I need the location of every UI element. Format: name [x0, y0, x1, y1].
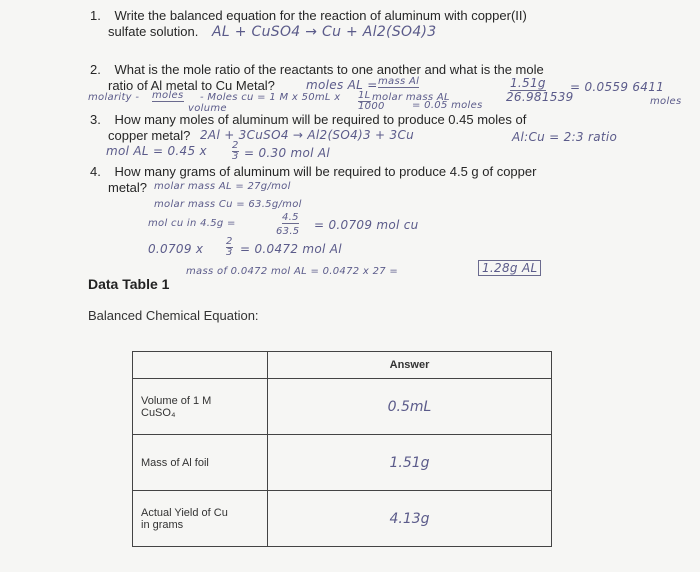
- q2-moles-cu: - Moles cu = 1 M x 50mL x: [200, 92, 341, 103]
- q4-line4-num: 2: [226, 236, 233, 247]
- q4-line3a: mol cu in 4.5g =: [148, 218, 236, 229]
- table-header-answer: Answer: [268, 352, 552, 379]
- q2-moles-al: moles AL =: [306, 78, 378, 92]
- table-row: [133, 435, 552, 491]
- row-label-yield-cu: [133, 491, 268, 547]
- q3-equation: 2Al + 3CuSO4 → Al2(SO4)3 + 3Cu: [200, 128, 415, 142]
- q4-line4a: 0.0709 x: [148, 242, 204, 256]
- row-answer-volume[interactable]: [268, 379, 552, 435]
- q2-molarity-label: molarity -: [88, 92, 140, 103]
- row-answer-mass-al[interactable]: [268, 435, 552, 491]
- question-4-line2: metal?: [108, 180, 148, 195]
- q3-ratio: Al:Cu = 2:3 ratio: [512, 130, 618, 144]
- question-1: [90, 8, 527, 23]
- table-header-empty: [133, 352, 268, 379]
- row-label-line2: in grams: [141, 518, 184, 531]
- question-1-line1: Write the balanced equation for the reaction of aluminum with copper(II): [114, 8, 527, 23]
- question-3: [90, 112, 526, 127]
- row-label-line1: Volume of 1 M: [141, 394, 212, 407]
- q4-line5: mass of 0.0472 mol AL = 0.0472 x 27 =: [186, 266, 399, 277]
- q2-frac-den: 1000: [358, 101, 385, 112]
- q4-line2: molar mass Cu = 63.5g/mol: [154, 199, 302, 210]
- row-label-volume: [133, 379, 268, 435]
- question-2-line2: ratio of Al metal to Cu Metal?: [108, 78, 275, 93]
- q2-mass-frac-num: mass Al: [378, 76, 420, 87]
- q2-molarity-frac-num: moles: [152, 90, 184, 101]
- question-3-line1: How many moles of aluminum will be required to produce 0.45 moles of: [114, 112, 527, 127]
- question-2-line1: What is the mole ratio of the reactants to one another and what is the mole: [114, 62, 544, 77]
- table-header-row: [133, 352, 552, 379]
- q2-eq-num: 1.51g: [510, 76, 546, 90]
- q4-line1: molar mass AL = 27g/mol: [154, 181, 291, 192]
- q2-eq-den: 26.981539: [506, 90, 574, 104]
- question-4-line1: How many grams of aluminum will be required to produce 4.5 g of copper: [114, 164, 537, 179]
- q1-equation-handwriting: AL + CuSO4 → Cu + Al2(SO4)3: [212, 24, 437, 40]
- answer-handwriting: 1.51g: [389, 454, 430, 471]
- q2-result: = 0.0559 6411: [570, 80, 665, 94]
- q4-line3-den: 63.5: [276, 226, 300, 237]
- question-2-number: 2.: [90, 62, 101, 77]
- q4-line3-num: 4.5: [282, 212, 299, 223]
- row-answer-yield-cu[interactable]: [268, 491, 552, 547]
- table-row: [133, 379, 552, 435]
- balanced-equation-label: Balanced Chemical Equation:: [88, 308, 259, 323]
- data-table: [132, 351, 552, 547]
- q2-frac-num: 1L: [358, 90, 371, 101]
- q2-molarity-frac-den: volume: [188, 103, 227, 114]
- table-row: [133, 491, 552, 547]
- row-label-line2: CuSO₄: [141, 406, 176, 419]
- question-4: [90, 164, 536, 179]
- q2-moles-unit: moles: [650, 96, 682, 107]
- q4-line3-result: = 0.0709 mol cu: [314, 218, 419, 232]
- row-label-mass-al: [133, 435, 268, 491]
- question-1-line2: sulfate solution.: [108, 24, 199, 39]
- question-1-number: 1.: [90, 8, 101, 23]
- q4-line4-result: = 0.0472 mol Al: [240, 242, 342, 256]
- question-3-line2: copper metal?: [108, 128, 191, 143]
- answer-handwriting: 4.13g: [389, 510, 430, 527]
- question-3-number: 3.: [90, 112, 101, 127]
- answer-handwriting: 0.5mL: [387, 398, 432, 415]
- q2-moles-cu-result: = 0.05 moles: [412, 100, 483, 111]
- q3-mol-al: mol AL = 0.45 x: [106, 144, 207, 158]
- row-label-line1: Actual Yield of Cu: [141, 506, 228, 519]
- q4-line4-den: 3: [226, 247, 233, 258]
- row-label-line1: Mass of Al foil: [141, 456, 209, 469]
- q3-frac-den: 3: [232, 151, 239, 162]
- data-table-title: Data Table 1: [88, 276, 170, 292]
- q2-mass-frac-den: molar mass AL: [372, 92, 450, 103]
- q3-mol-result: = 0.30 mol Al: [244, 146, 331, 160]
- question-2: [90, 62, 544, 77]
- question-4-number: 4.: [90, 164, 101, 179]
- q4-final-answer: 1.28g AL: [478, 260, 541, 276]
- q3-frac-num: 2: [232, 140, 239, 151]
